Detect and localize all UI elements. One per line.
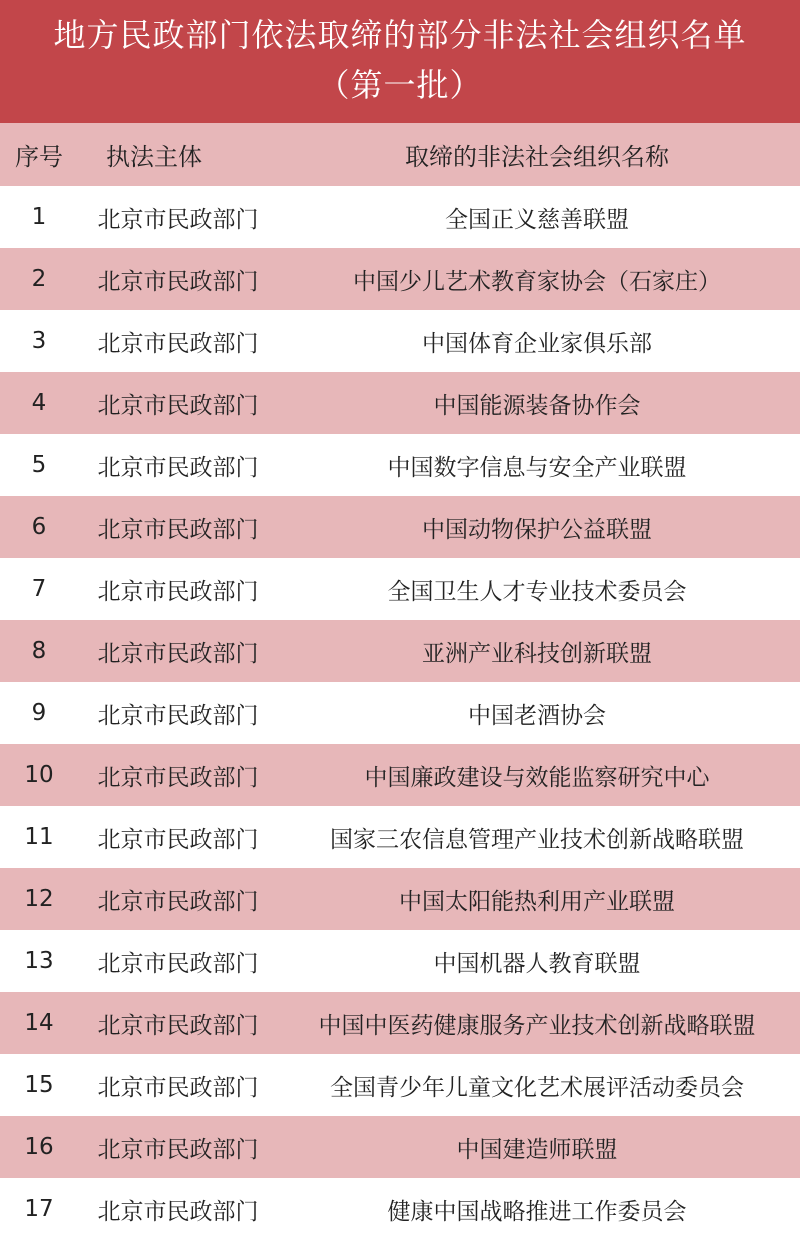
- table-row: [0, 248, 800, 310]
- row-organization-name: 全国青少年儿童文化艺术展评活动委员会: [330, 1074, 744, 1101]
- row-enforcement-body: 北京市民政部门: [97, 950, 259, 977]
- row-enforcement-body: 北京市民政部门: [97, 888, 259, 915]
- row-enforcement-body: 北京市民政部门: [97, 702, 259, 729]
- row-enforcement-body: 北京市民政部门: [97, 454, 259, 481]
- row-serial-number: 4: [31, 390, 47, 416]
- table-row: [0, 434, 800, 496]
- table-row: [0, 1054, 800, 1116]
- row-organization-name: 中国建造师联盟: [456, 1136, 618, 1163]
- row-enforcement-body: 北京市民政部门: [97, 640, 259, 667]
- row-enforcement-body: 北京市民政部门: [97, 578, 259, 605]
- row-organization-name: 全国卫生人才专业技术委员会: [387, 578, 687, 605]
- row-organization-name: 中国太阳能热利用产业联盟: [399, 888, 675, 915]
- row-serial-number: 14: [24, 1010, 54, 1036]
- row-organization-name: 中国少儿艺术教育家协会（石家庄）: [353, 268, 721, 295]
- table-row: [0, 868, 800, 930]
- row-organization-name: 中国机器人教育联盟: [433, 950, 641, 977]
- row-organization-name: 健康中国战略推进工作委员会: [387, 1198, 687, 1225]
- row-organization-name: 中国动物保护公益联盟: [422, 516, 652, 543]
- row-enforcement-body: 北京市民政部门: [97, 1074, 259, 1101]
- title-line-1: 地方民政部门依法取缔的部分非法社会组织名单: [53, 16, 747, 54]
- table-row: [0, 930, 800, 992]
- row-organization-name: 中国数字信息与安全产业联盟: [387, 454, 687, 481]
- table-row: [0, 558, 800, 620]
- row-organization-name: 亚洲产业科技创新联盟: [422, 640, 652, 667]
- row-serial-number: 1: [31, 204, 47, 230]
- row-serial-number: 7: [31, 576, 47, 602]
- header-serial-number: 序号: [15, 143, 63, 171]
- row-serial-number: 10: [24, 762, 54, 788]
- table-row: [0, 186, 800, 248]
- row-enforcement-body: 北京市民政部门: [97, 1012, 259, 1039]
- row-enforcement-body: 北京市民政部门: [97, 330, 259, 357]
- row-enforcement-body: 北京市民政部门: [97, 826, 259, 853]
- table-row: [0, 1116, 800, 1178]
- row-enforcement-body: 北京市民政部门: [97, 392, 259, 419]
- table-row: [0, 310, 800, 372]
- row-serial-number: 13: [24, 948, 54, 974]
- row-serial-number: 12: [24, 886, 54, 912]
- row-organization-name: 中国中医药健康服务产业技术创新战略联盟: [318, 1012, 756, 1039]
- header-enforcement-body: 执法主体: [106, 143, 202, 171]
- table-row: [0, 682, 800, 744]
- row-organization-name: 中国老酒协会: [468, 702, 606, 729]
- row-serial-number: 3: [31, 328, 47, 354]
- row-serial-number: 8: [31, 638, 47, 664]
- row-serial-number: 17: [24, 1196, 54, 1222]
- row-enforcement-body: 北京市民政部门: [97, 764, 259, 791]
- row-organization-name: 全国正义慈善联盟: [445, 206, 629, 233]
- table-body: [0, 186, 800, 1240]
- row-serial-number: 11: [24, 824, 54, 850]
- table-row: [0, 806, 800, 868]
- row-enforcement-body: 北京市民政部门: [97, 1136, 259, 1163]
- header-organization-name: 取缔的非法社会组织名称: [405, 143, 669, 171]
- row-enforcement-body: 北京市民政部门: [97, 206, 259, 233]
- row-serial-number: 6: [31, 514, 47, 540]
- row-enforcement-body: 北京市民政部门: [97, 1198, 259, 1225]
- row-organization-name: 中国廉政建设与效能监察研究中心: [364, 764, 710, 791]
- table-row: [0, 372, 800, 434]
- table-row: [0, 496, 800, 558]
- table-row: [0, 744, 800, 806]
- row-serial-number: 9: [31, 700, 47, 726]
- table-header-row: [0, 123, 800, 186]
- row-enforcement-body: 北京市民政部门: [97, 268, 259, 295]
- row-serial-number: 15: [24, 1072, 54, 1098]
- table-row: [0, 1178, 800, 1240]
- row-serial-number: 16: [24, 1134, 54, 1160]
- table-row: [0, 620, 800, 682]
- row-organization-name: 中国能源装备协作会: [433, 392, 641, 419]
- row-enforcement-body: 北京市民政部门: [97, 516, 259, 543]
- title-line-2: （第一批）: [317, 66, 483, 104]
- row-serial-number: 5: [31, 452, 47, 478]
- row-organization-name: 中国体育企业家俱乐部: [422, 330, 652, 357]
- row-serial-number: 2: [31, 266, 47, 292]
- title-banner: [0, 0, 800, 123]
- table-row: [0, 992, 800, 1054]
- row-organization-name: 国家三农信息管理产业技术创新战略联盟: [330, 826, 744, 853]
